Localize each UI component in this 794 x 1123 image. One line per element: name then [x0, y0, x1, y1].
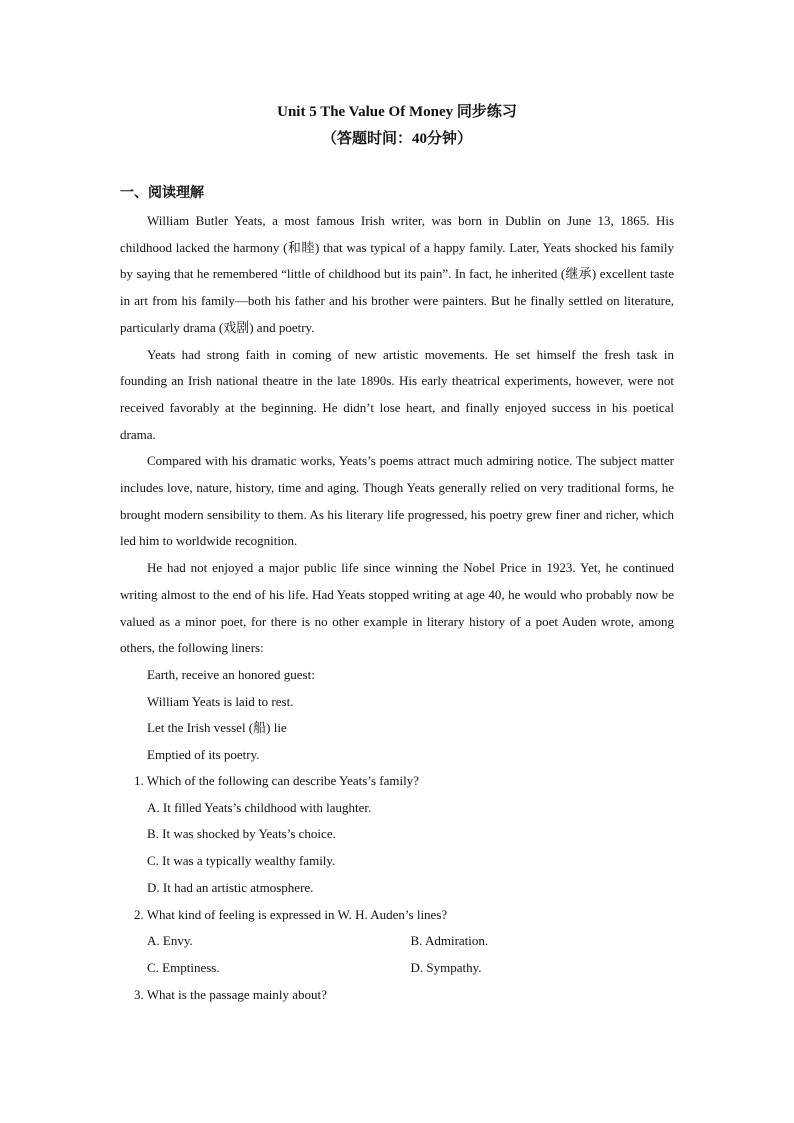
- question-stem: 2. What kind of feeling is expressed in W. H. Auden’s lines?: [134, 906, 448, 922]
- option-d: D. Sympathy.: [410, 959, 482, 975]
- option-c: C. It was a typically wealthy family.: [147, 853, 336, 869]
- poem-block: [120, 662, 674, 769]
- option-c: C. Emptiness.: [147, 959, 220, 975]
- option-b: B. It was shocked by Yeats’s choice.: [147, 826, 336, 842]
- passage-paragraph: He had not enjoyed a major public life since winning the Nobel Price in 1923. Yet, he continued writing almost to the end of his life. Had Yeats stopped writing at age 40, he would who probably now be valued as a minor poet, for there is no other example in literary history of a poet Auden wrote, among others, the following liners:: [120, 560, 674, 656]
- poem-line: Emptied of its poetry.: [147, 747, 260, 763]
- passage-paragraph: Compared with his dramatic works, Yeats’s poems attract much admiring notice. The subject matter includes love, nature, history, time and aging. Though Yeats generally relied on very traditional forms, he brought modern sensibility to them. As his literary life progressed, his poetry grew finer and richer, which led him to worldwide recognition.: [120, 453, 674, 549]
- page-title: Unit 5 The Value Of Money 同步练习: [277, 104, 517, 120]
- reading-passage: [120, 208, 674, 769]
- option-row: [120, 955, 674, 982]
- option-b: B. Admiration.: [410, 933, 489, 949]
- option-a: A. It filled Yeats’s childhood with laughter.: [147, 799, 372, 815]
- section-heading: 一、阅读理解: [120, 186, 204, 201]
- question-3: [120, 982, 674, 1009]
- option-d: D. It had an artistic atmosphere.: [147, 879, 314, 895]
- page-subtitle: （答题时间：40分钟）: [321, 131, 472, 147]
- question-stem: 3. What is the passage mainly about?: [134, 986, 327, 1002]
- passage-paragraph: Yeats had strong faith in coming of new artistic movements. He set himself the fresh task in founding an Irish national theatre in the late 1890s. His early theatrical experiments, however, were not received favorably at the beginning. He didn’t lose heart, and finally enjoyed success in his poetical drama.: [120, 346, 674, 442]
- poem-line: William Yeats is laid to rest.: [147, 693, 294, 709]
- question-2: [120, 902, 674, 982]
- question-stem: 1. Which of the following can describe Yeats’s family?: [134, 773, 419, 788]
- passage-paragraph: William Butler Yeats, a most famous Irish writer, was born in Dublin on June 13, 1865. His childhood lacked the harmony (和睦) that was typical of a happy family. Later, Yeats shocked his family by saying that he remembered “little of childhood but its pain”. In fact, he inherited (继承) excellent taste in art from his family—both his father and his brother were painters. But he finally settled on literature, particularly drama (戏剧) and poetry.: [120, 213, 674, 335]
- poem-line: Earth, receive an honored guest:: [147, 666, 315, 682]
- question-1: [120, 768, 674, 902]
- option-row: [120, 928, 674, 955]
- question-list: [120, 768, 674, 1008]
- poem-line: Let the Irish vessel (船) lie: [147, 720, 287, 736]
- option-a: A. Envy.: [147, 933, 193, 949]
